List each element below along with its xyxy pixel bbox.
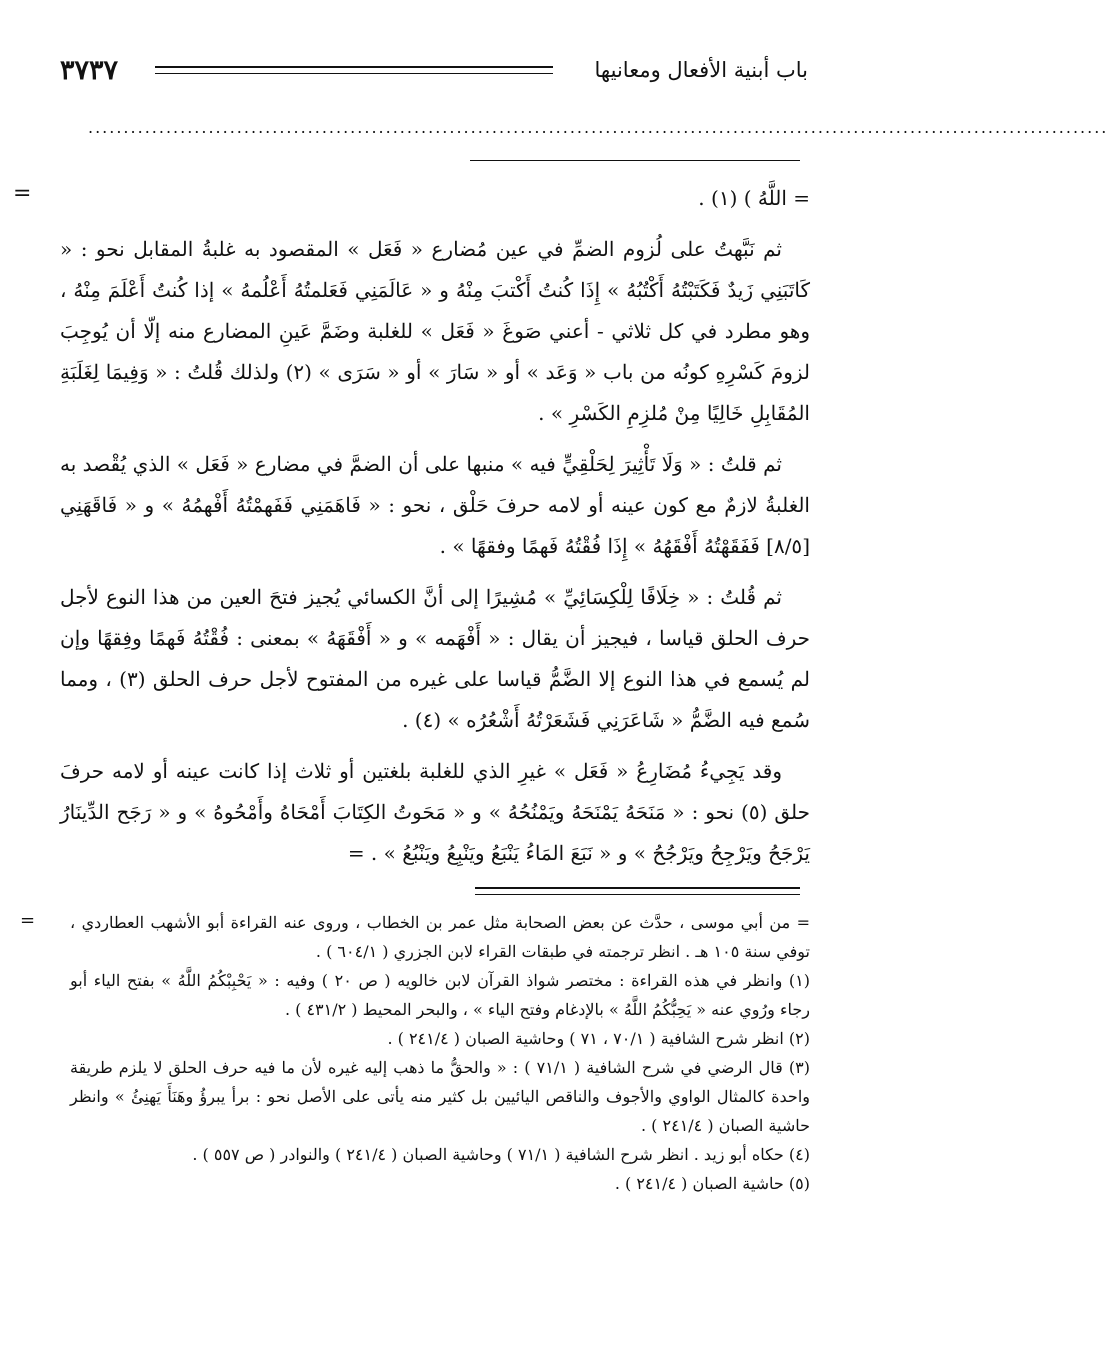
- footnote-3: (٣) قال الرضي في شرح الشافية ( ٧١/١ ) : « والحقُّ ما ذهب إليه غيره لأن ما فيه حرف الحلق لا يلزم طريقة واحدة كالمثال الواوي والأجوف والناقص اليائيين بل كثير منه يأتى على الأصل نحو : برأ يبرؤُ وهَنَأَ يَهنِئُ » وانظر حاشية الصبان ( ٢٤١/٤ ) .: [70, 1058, 811, 1135]
- continuation-mark-top: =: [13, 181, 32, 206]
- footnotes: [20, 908, 811, 1198]
- page-number: ٣٧٣٧: [60, 55, 119, 86]
- footnote-continuation-mark: =: [20, 910, 36, 931]
- paragraph-2: ثم نَبَّهتُ على لُزوم الضمِّ في عين مُضارع « فَعَل » المقصود به غلبةُ المقابل نحو : « كَاتَبَنِي زَيدٌ فَكَتَبْتُهُ أَكْتُبُهُ » إِذَا كُنتُ أَكْتبَ مِنْهُ و « عَالَمَنِي فَعَلمتُهُ أَعْلُمهُ » إذا كُنتُ أَعْلَمَ مِنْهُ ، وهو مطرد في كل ثلاثي - أعني صَوغَ « فَعَل » للغلبة وضَمَّ عَينِ المضارع منه إلّا أن يُوجِبَ لزومَ كَسْرِهِ كونُه من باب « وَعَد » أو « سَارَ » أو « سَرَى » (٢) ولذلك قُلتُ : « وَفِيمَا لِغَلَبَةِ المُقَابِلِ خَالِيًا مِنْ مُلزِمِ الكَسْرِ » .: [60, 237, 810, 425]
- paragraph-4: ثم قُلتُ : « خِلَافًا لِلْكِسَائِيِّ » مُشِيرًا إلى أنَّ الكسائي يُجيز فتحَ العين من هذا النوع لأجل حرف الحلق قياسا ، فيجيز أن يقال : « أَفْهَمه » و « أَفْقَهَهُ » بمعنى : فُقْتُهُ فَهمًا وفِقهًا وإن لم يُسمع في هذا النوع إلا الضَّمُّ قياسا على غيره من المفتوح لأجل حرف الحلق (٣) ، ومما سُمع فيه الضَّمُّ « شَاعَرَنِي فَشَعَرْتُهُ أَشْعُرُه » (٤) .: [60, 585, 811, 732]
- main-text: [13, 178, 811, 884]
- chapter-title: باب أبنية الأفعال ومعانيها: [594, 58, 808, 82]
- footnote-2: (٢) انظر شرح الشافية ( ٧٠/١ ، ٧١ ) وحاشية الصبان ( ٢٤١/٤ ) .: [387, 1029, 810, 1048]
- footnote-1: (١) وانظر في هذه القراءة : مختصر شواذ القرآن لابن خالويه ( ص ٢٠ ) وفيه : « يَحْبِبْكُمُ اللَّهُ » بفتح الياء أبو رجاء ورُوي عنه « يَحِبُّكُمُ اللَّهُ » بالإدغام وفتح الياء » ، والبحر المحيط ( ٤٣١/٢ ) .: [70, 971, 811, 1019]
- footnote-continuation: = من أبي موسى ، حدَّث عن بعض الصحابة مثل عمر بن الخطاب ، وروى عنه القراءة أبو الأشهب العطاردي ، توفي سنة ١٠٥ هـ . انظر ترجمته في طبقات القراء لابن الجزري ( ٦٠٤/١ ) .: [70, 913, 810, 961]
- dotted-separator: ................................................................................................................................................: [88, 118, 1108, 137]
- paragraph-1: = اللَّهُ ) (١) .: [698, 186, 810, 210]
- top-short-rule: [470, 160, 800, 161]
- footnote-rule: [475, 887, 800, 895]
- paragraph-5: وقد يَجِيءُ مُضَارِعُ « فَعَل » غيرِ الذي للغلبة بلغتين أو ثلاث إذا كانت عينه أو لامه حرفَ حلق (٥) نحو : « مَنَحَهُ يَمْنَحَهُ ويَمْنُحُهُ » و « مَحَوتُ الكِتَابَ أَمْحَاهُ وأَمْحُوهُ » و « رَجَح الدِّينَارُ يَرْجَحُ ويَرْجِحُ ويَرْجُحُ » و « نَبَعَ المَاءُ يَنْبَعُ ويَنْبِعُ ويَنْبُعُ » . =: [60, 759, 810, 865]
- paragraph-3: ثم قلتُ : « وَلَا تَأْثِيرَ لِحَلْقِيٍّ فيه » منبها على أن الضمَّ في مضارع « فَعَل » الذي يُقْصد به الغلبةُ لازمٌ مع كون عينه أو لامه حرفَ حَلْق ، نحو : « فَاهَمَنِي فَفَهمْتُهُ أَفْهمُهُ » و « فَاقَهَنِي [٨/٥] فَفَقَهْتُهُ أَفْقَهُهُ » إِذَا فُقْتُهُ فَهمًا وفقهًا » .: [60, 452, 810, 558]
- footnote-5: (٥) حاشية الصبان ( ٢٤١/٤ ) .: [614, 1174, 810, 1193]
- footnote-4: (٤) حكاه أبو زيد . انظر شرح الشافية ( ٧١/١ ) وحاشية الصبان ( ٢٤١/٤ ) والنوادر ( ص ٥٥٧ ) .: [192, 1145, 810, 1164]
- header-rule: [155, 66, 553, 74]
- page-header: [60, 55, 808, 95]
